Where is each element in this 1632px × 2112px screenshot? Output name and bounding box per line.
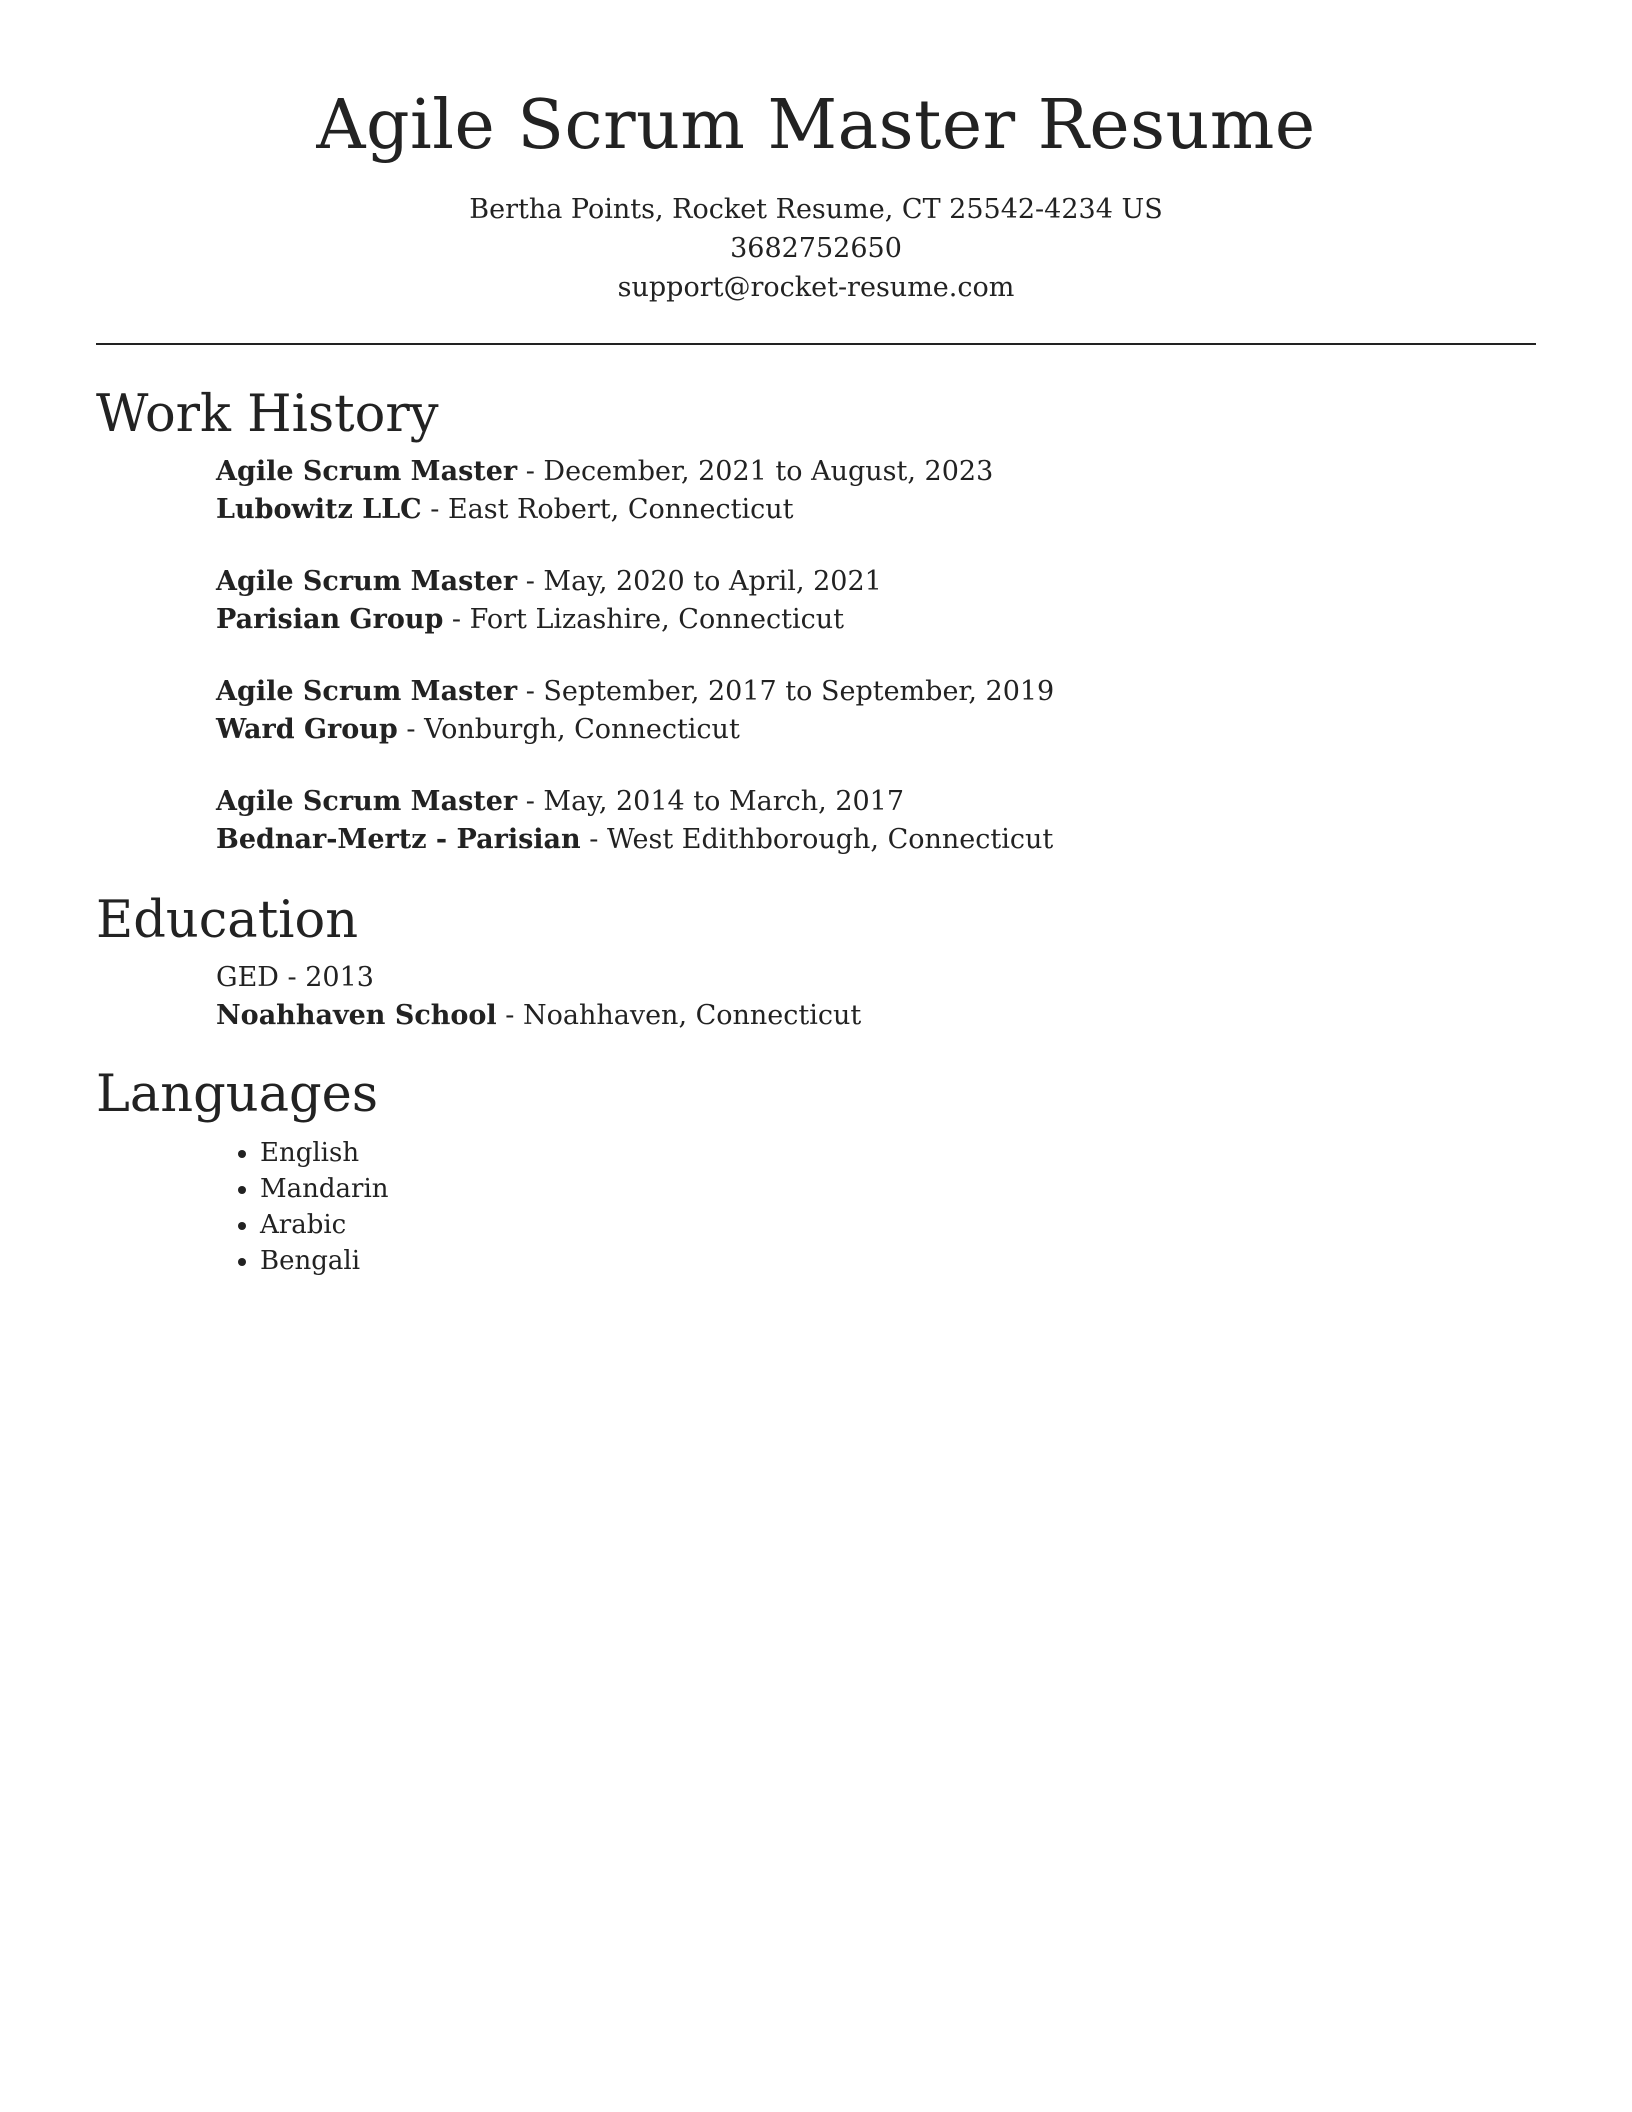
work-entry-company-line [216, 821, 1536, 859]
language-item: • English [260, 1135, 1536, 1171]
work-role: Agile Scrum Master [216, 566, 518, 597]
education-entry [216, 959, 1536, 1035]
work-role: Agile Scrum Master [216, 676, 518, 707]
work-entry-company-line [216, 491, 1536, 529]
work-dates: - May, 2014 to March, 2017 [517, 786, 905, 817]
work-dates: - December, 2021 to August, 2023 [517, 456, 994, 487]
work-role: Agile Scrum Master [216, 456, 518, 487]
work-entry [216, 783, 1536, 859]
language-item: • Arabic [260, 1207, 1536, 1243]
education-location: - Noahhaven, Connecticut [496, 1000, 862, 1031]
work-location: - West Edithborough, Connecticut [580, 824, 1054, 855]
education-school-line [216, 997, 1536, 1035]
education-list [216, 959, 1536, 1035]
language-item: • Bengali [260, 1243, 1536, 1279]
work-location: - East Robert, Connecticut [421, 494, 794, 525]
page-title: Agile Scrum Master Resume [316, 86, 1316, 165]
contact-email: support@rocket-resume.com [617, 272, 1015, 303]
work-company: Ward Group [216, 714, 398, 745]
contact-info [96, 190, 1536, 307]
header-divider [96, 343, 1536, 345]
work-dates: - September, 2017 to September, 2019 [517, 676, 1055, 707]
resume-page [96, 0, 1536, 1279]
work-entry-company-line [216, 711, 1536, 749]
work-company: Bednar-Mertz - Parisian [216, 824, 581, 855]
work-entry-role-line [216, 563, 1536, 601]
work-location: - Fort Lizashire, Connecticut [443, 604, 844, 635]
work-entry-role-line [216, 783, 1536, 821]
resume-header [96, 0, 1536, 307]
work-history-list [216, 453, 1536, 859]
language-item: • Mandarin [260, 1171, 1536, 1207]
contact-phone: 3682752650 [730, 233, 902, 264]
section-title-education: Education [96, 891, 359, 950]
section-title-languages: Languages [96, 1065, 379, 1124]
section-title-work-history: Work History [96, 385, 439, 444]
work-role: Agile Scrum Master [216, 786, 518, 817]
work-entry-role-line [216, 673, 1536, 711]
education-degree: GED - 2013 [216, 962, 374, 993]
work-entry [216, 453, 1536, 529]
work-company: Lubowitz LLC [216, 494, 422, 525]
work-dates: - May, 2020 to April, 2021 [517, 566, 882, 597]
contact-address: Bertha Points, Rocket Resume, CT 25542-4234 US [469, 194, 1163, 225]
work-entry [216, 673, 1536, 749]
work-location: - Vonburgh, Connecticut [397, 714, 740, 745]
work-company: Parisian Group [216, 604, 444, 635]
work-entry-role-line [216, 453, 1536, 491]
education-school: Noahhaven School [216, 1000, 497, 1031]
work-entry-company-line [216, 601, 1536, 639]
work-entry [216, 563, 1536, 639]
languages-list [96, 1135, 1536, 1279]
